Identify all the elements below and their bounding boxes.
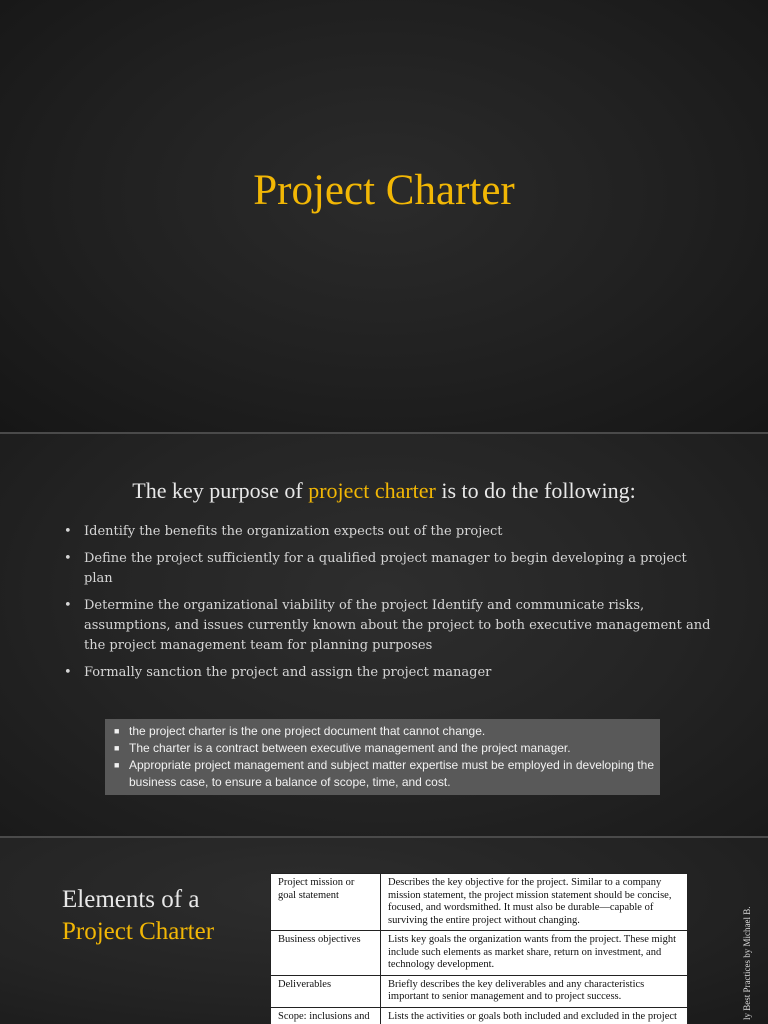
element-name: Business objectives bbox=[271, 931, 381, 976]
title-slide bbox=[0, 0, 768, 432]
square-bullet-icon: ■ bbox=[114, 726, 120, 736]
list-item bbox=[64, 549, 714, 589]
bullet-dot-icon: • bbox=[64, 598, 72, 613]
heading-suffix: is to do the following: bbox=[435, 478, 636, 503]
purpose-slide bbox=[0, 434, 768, 836]
bullet-dot-icon: • bbox=[64, 665, 72, 680]
element-name: Scope: inclusions and bbox=[271, 1007, 381, 1024]
list-item bbox=[111, 757, 654, 791]
element-description: Lists the activities or goals both included and excluded in the project bbox=[381, 1007, 688, 1024]
charter-note-box bbox=[105, 719, 660, 795]
source-credit: ly Best Practices by Michael B. bbox=[742, 906, 752, 1020]
table-row bbox=[271, 874, 688, 931]
elements-title-line2: Project Charter bbox=[62, 918, 215, 945]
bullet-text: Identify the benefits the organization expects out of the project bbox=[84, 524, 503, 539]
list-item bbox=[111, 723, 654, 740]
note-text: The charter is a contract between executive management and the project manager. bbox=[129, 741, 571, 755]
list-item bbox=[64, 663, 714, 683]
heading-prefix: The key purpose of bbox=[132, 478, 309, 503]
bullet-text: Determine the organizational viability of the project Identify and communicate risks, assumptions, and issues currently known about the project to both executive management and the project management team for planning purposes bbox=[84, 598, 711, 653]
table-row bbox=[271, 931, 688, 976]
element-name: Project mission or goal statement bbox=[271, 874, 381, 931]
bullet-text: Define the project sufficiently for a qualified project manager to begin developing a project plan bbox=[84, 551, 687, 586]
charter-elements-table bbox=[270, 873, 688, 1024]
elements-title bbox=[62, 884, 214, 948]
purpose-bullet-list bbox=[64, 522, 714, 690]
bullet-text: Formally sanction the project and assign the project manager bbox=[84, 665, 492, 680]
note-text: the project charter is the one project document that cannot change. bbox=[129, 724, 486, 738]
elements-slide bbox=[0, 838, 768, 1024]
list-item bbox=[64, 596, 714, 656]
bullet-dot-icon: • bbox=[64, 551, 72, 566]
heading-highlight: project charter bbox=[308, 478, 436, 503]
element-description: Briefly describes the key deliverables and any characteristics important to senior management and to project success. bbox=[381, 975, 688, 1007]
element-name: Deliverables bbox=[271, 975, 381, 1007]
square-bullet-icon: ■ bbox=[114, 760, 120, 770]
table-row bbox=[271, 1007, 688, 1024]
note-text: Appropriate project management and subject matter expertise must be employed in developing the business case, to ensure a balance of scope, time, and cost. bbox=[129, 758, 654, 789]
square-bullet-icon: ■ bbox=[114, 743, 120, 753]
slide-title: Project Charter bbox=[253, 167, 515, 214]
purpose-heading bbox=[0, 478, 768, 504]
elements-title-line1: Elements of a bbox=[62, 886, 200, 913]
element-description: Lists key goals the organization wants from the project. These might include such elements as market share, return on investment, and technology development. bbox=[381, 931, 688, 976]
list-item bbox=[64, 522, 714, 542]
bullet-dot-icon: • bbox=[64, 524, 72, 539]
table-row bbox=[271, 975, 688, 1007]
element-description: Describes the key objective for the project. Similar to a company mission statement, the project mission statement should be concise, focused, and wordsmithed. It must also be durable—capable of surviving the entire project without changing. bbox=[381, 874, 688, 931]
list-item bbox=[111, 740, 654, 757]
note-list bbox=[111, 723, 654, 791]
